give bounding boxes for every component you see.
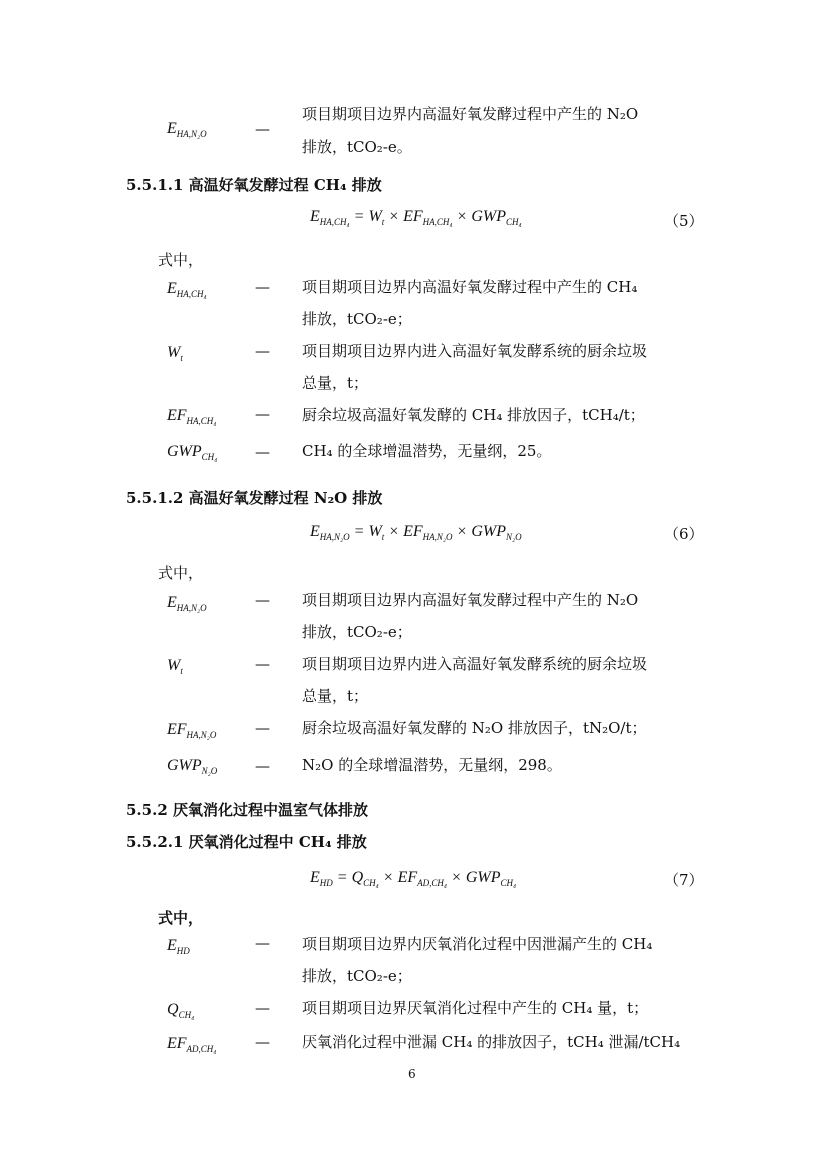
formula-6: $E_{HA,N_2O} = W_t \times EF_{HA,N_2O} \times GWP_{N_2O}$ bbox=[310, 523, 522, 543]
definition-text: 排放，tCO₂-e； bbox=[302, 310, 412, 328]
page-number: 6 bbox=[408, 1067, 416, 1081]
dash: — bbox=[255, 591, 270, 609]
symbol-e-ha-ch4: $E_{HA,CH_4}$ bbox=[167, 280, 207, 300]
definition-text: N₂O 的全球增温潜势，无量纲，298。 bbox=[302, 756, 562, 774]
definition-text: 项目期项目边界内进入高温好氧发酵系统的厨余垃圾 bbox=[302, 342, 648, 360]
dash: — bbox=[255, 1033, 270, 1051]
where-label: 式中， bbox=[158, 564, 204, 582]
dash: — bbox=[255, 934, 270, 952]
equation-number: （7） bbox=[664, 871, 704, 889]
dash: — bbox=[255, 278, 270, 296]
definition-text: 项目期项目边界内高温好氧发酵过程中产生的 N₂O bbox=[302, 105, 639, 123]
symbol-e-ha-n2o: $E_{HA,N_2O}$ bbox=[167, 120, 207, 140]
definition-text: 厨余垃圾高温好氧发酵的 N₂O 排放因子，tN₂O/t； bbox=[302, 719, 647, 737]
formula-5: $E_{HA,CH_4} = W_t \times EF_{HA,CH_4} \times GWP_{CH_4}$ bbox=[310, 208, 522, 228]
dash: — bbox=[255, 443, 270, 461]
definition-text: CH₄ 的全球增温潜势，无量纲，25。 bbox=[302, 442, 552, 460]
dash: — bbox=[255, 405, 270, 423]
definition-text: 项目期项目边界内高温好氧发酵过程中产生的 CH₄ bbox=[302, 278, 638, 296]
symbol-ef-ad-ch4: $EF_{AD,CH_4}$ bbox=[167, 1035, 217, 1055]
definition-text: 排放，tCO₂-e； bbox=[302, 623, 412, 641]
symbol-gwp-ch4: $GWP_{CH_4}$ bbox=[167, 443, 218, 463]
section-heading-5512: 5.5.1.2 高温好氧发酵过程 N₂O 排放 bbox=[126, 489, 383, 507]
symbol-wt: $W_t$ bbox=[167, 657, 183, 677]
symbol-q-ch4: $Q_{CH_4}$ bbox=[167, 1001, 195, 1021]
definition-text: 项目期项目边界厌氧消化过程中产生的 CH₄ 量，t； bbox=[302, 999, 649, 1017]
definition-text: 排放，tCO₂-e； bbox=[302, 967, 412, 985]
definition-text: 总量，t； bbox=[302, 687, 369, 705]
symbol-ef-ha-ch4: $EF_{HA,CH_4}$ bbox=[167, 407, 217, 427]
definition-text: 厨余垃圾高温好氧发酵的 CH₄ 排放因子，tCH₄/t； bbox=[302, 406, 645, 424]
equation-number: （6） bbox=[664, 525, 704, 543]
symbol-e-hd: $E_{HD}$ bbox=[167, 937, 190, 957]
symbol-e-ha-n2o: $E_{HA,N_2O}$ bbox=[167, 594, 207, 614]
dash: — bbox=[255, 655, 270, 673]
formula-7: $E_{HD} = Q_{CH_4} \times EF_{AD,CH_4} \times GWP_{CH_4}$ bbox=[310, 869, 517, 889]
dash: — bbox=[255, 757, 270, 775]
dash: — bbox=[255, 719, 270, 737]
dash: — bbox=[255, 120, 270, 138]
definition-text: 厌氧消化过程中泄漏 CH₄ 的排放因子，tCH₄ 泄漏/tCH₄ bbox=[302, 1033, 681, 1051]
definition-text: 项目期项目边界内高温好氧发酵过程中产生的 N₂O bbox=[302, 591, 639, 609]
definition-text: 总量，t； bbox=[302, 374, 369, 392]
symbol-gwp-n2o: $GWP_{N_2O}$ bbox=[167, 757, 218, 777]
section-heading-552: 5.5.2 厌氧消化过程中温室气体排放 bbox=[126, 801, 368, 819]
where-label: 式中， bbox=[158, 909, 204, 927]
dash: — bbox=[255, 342, 270, 360]
equation-number: （5） bbox=[664, 212, 704, 230]
section-heading-5521: 5.5.2.1 厌氧消化过程中 CH₄ 排放 bbox=[126, 833, 367, 851]
symbol-ef-ha-n2o: $EF_{HA,N_2O}$ bbox=[167, 721, 217, 741]
definition-text: 项目期项目边界内进入高温好氧发酵系统的厨余垃圾 bbox=[302, 655, 648, 673]
dash: — bbox=[255, 999, 270, 1017]
definition-text: 项目期项目边界内厌氧消化过程中因泄漏产生的 CH₄ bbox=[302, 935, 653, 953]
symbol-wt: $W_t$ bbox=[167, 344, 183, 364]
where-label: 式中， bbox=[158, 251, 204, 269]
section-heading-5511: 5.5.1.1 高温好氧发酵过程 CH₄ 排放 bbox=[126, 176, 382, 194]
definition-text: 排放，tCO₂-e。 bbox=[302, 138, 412, 156]
